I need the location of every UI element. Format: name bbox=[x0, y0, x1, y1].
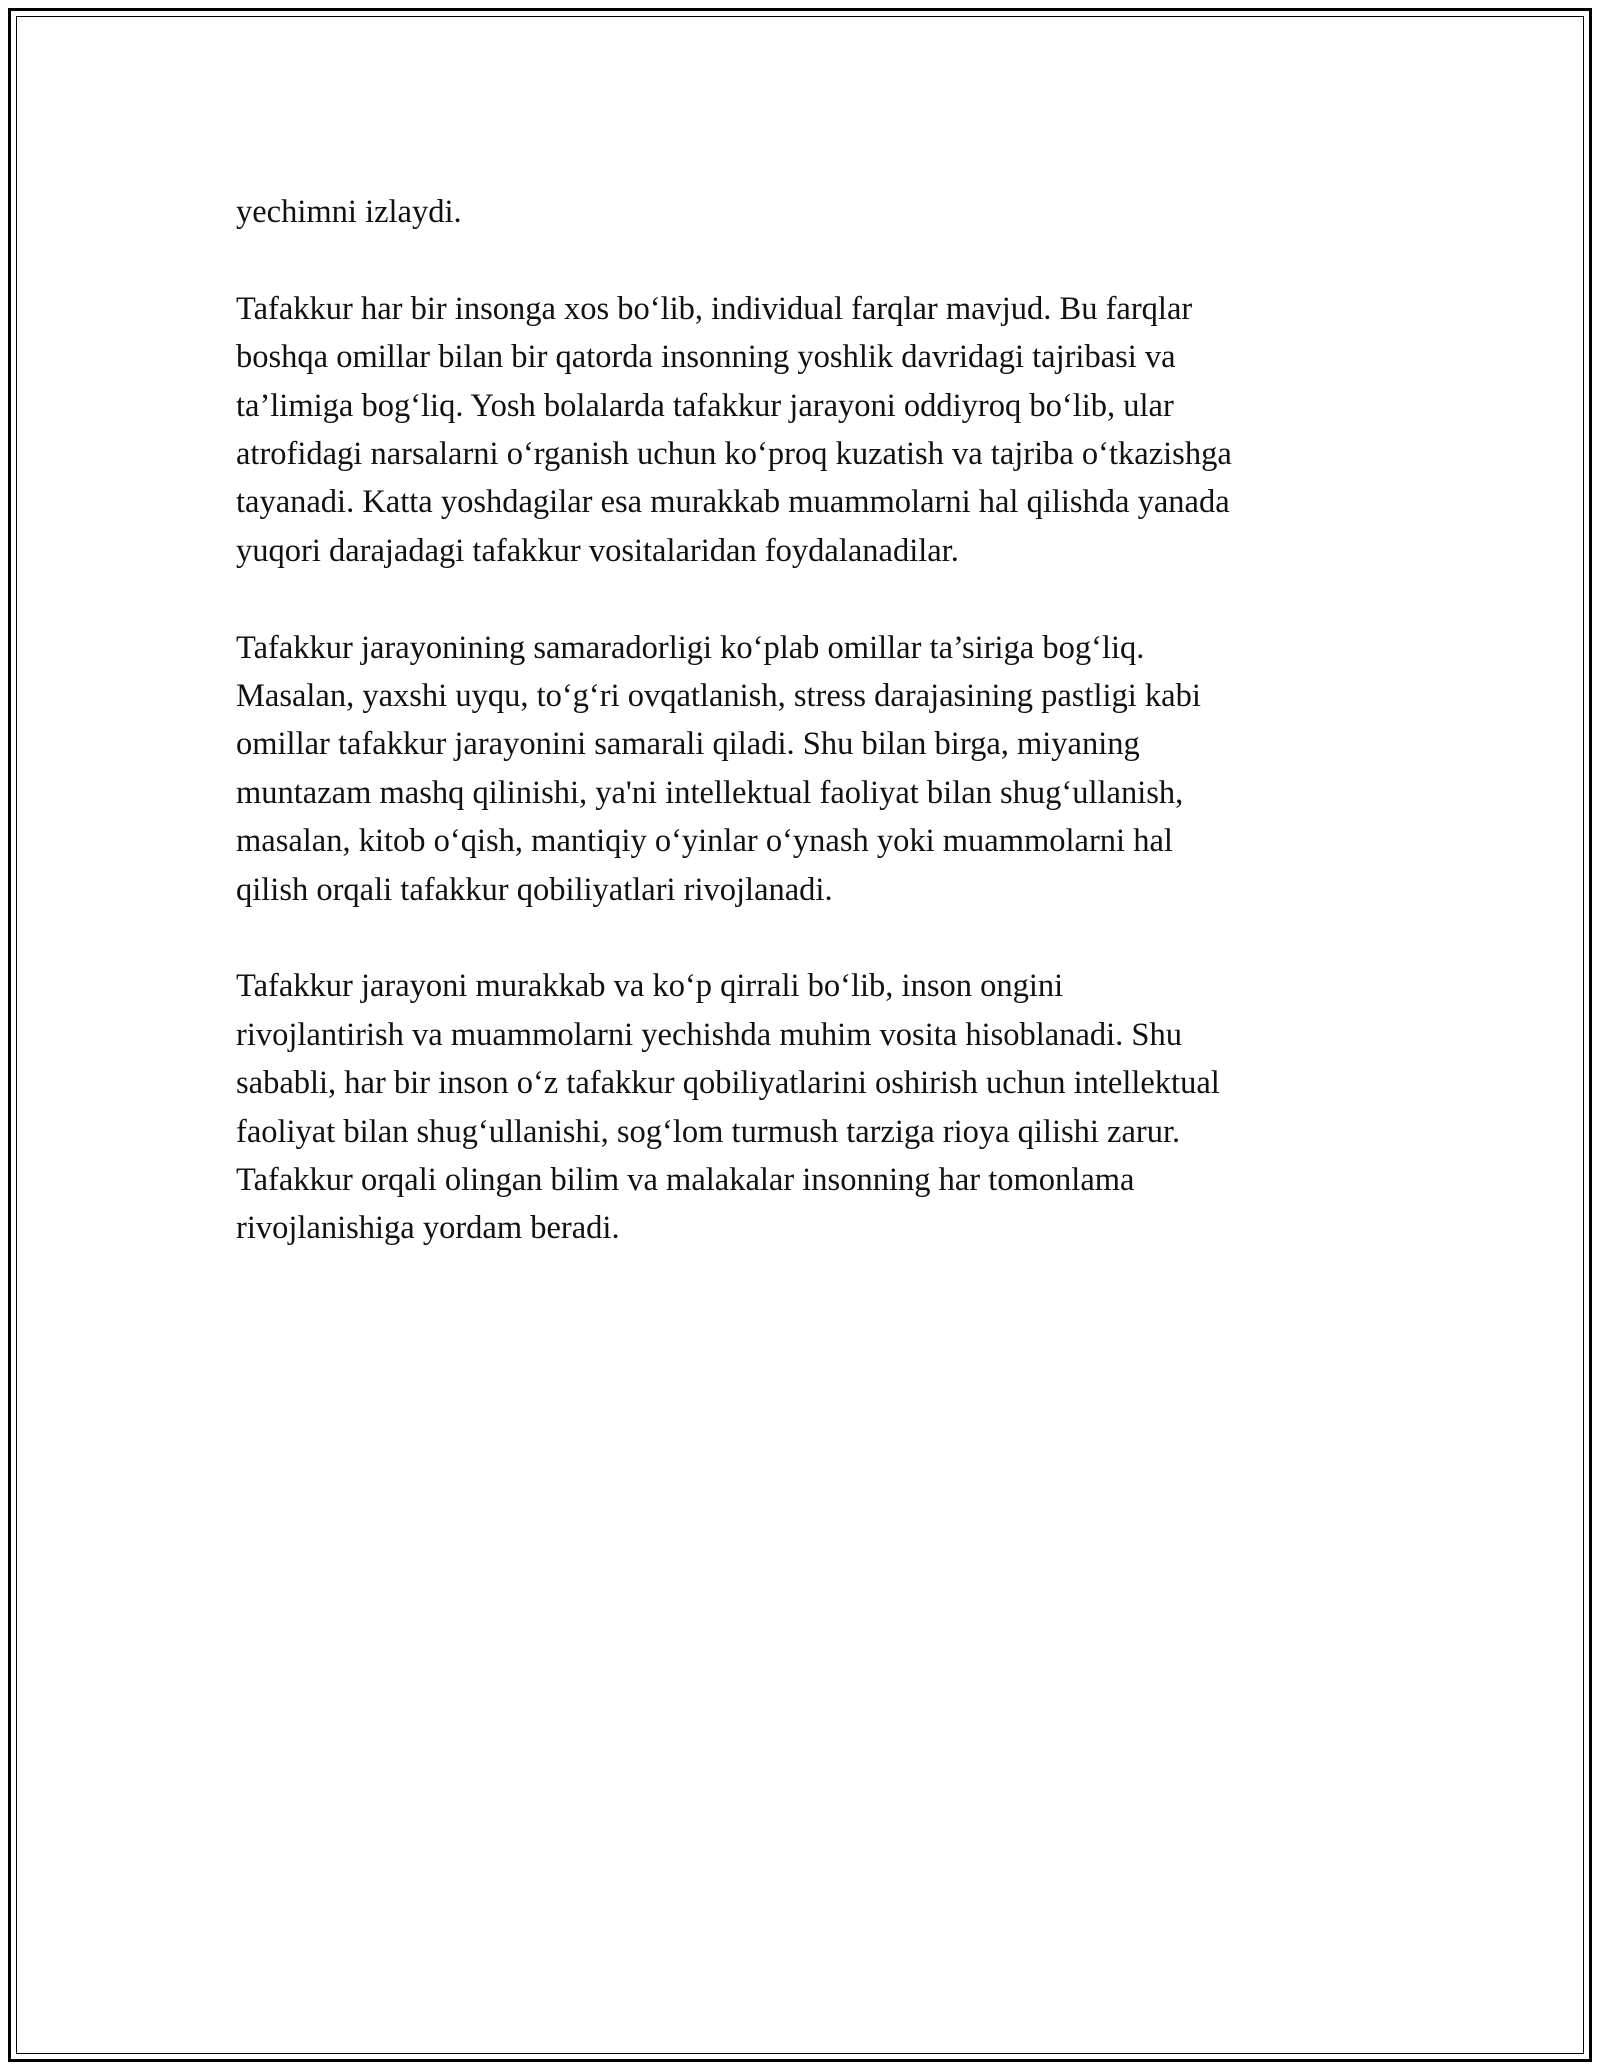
paragraph-individual-differences: Tafakkur har bir insonga xos bo‘lib, individual farqlar mavjud. Bu farqlar boshqa omillar bilan bir qatorda insonning yoshlik davridagi tajribasi va ta’limiga bog‘liq. Yosh bolalarda tafakkur jarayoni oddiyroq bo‘lib, ular atrofidagi narsalarni o‘rganish uchun ko‘proq kuzatish va tajriba o‘tkazishga tayanadi. Katta yoshdagilar esa murakkab muammolarni hal qilishda yanada yuqori darajadagi tafakkur vositalaridan foydalanadilar. bbox=[236, 290, 1232, 569]
document-body bbox=[236, 188, 1366, 1301]
paragraph-continuation: yechimni izlaydi. bbox=[236, 194, 462, 230]
paragraph-conclusion: Tafakkur jarayoni murakkab va ko‘p qirrali bo‘lib, inson ongini rivojlantirish va muammolarni yechishda muhim vosita hisoblanadi. Shu sababli, har bir inson o‘z tafakkur qobiliyatlarini oshirish uchun intellektual faoliyat bilan shug‘ullanishi, sog‘lom turmush tarziga rioya qilishi zarur. Tafakkur orqali olingan bilim va malakalar insonning har tomonlama rivojlanishiga yordam beradi. bbox=[236, 968, 1220, 1247]
paragraph-efficiency-factors: Tafakkur jarayonining samaradorligi ko‘plab omillar ta’siriga bog‘liq. Masalan, yaxshi uyqu, to‘g‘ri ovqatlanish, stress darajasining pastligi kabi omillar tafakkur jarayonini samarali qiladi. Shu bilan birga, miyaning muntazam mashq qilinishi, ya'ni intellektual faoliyat bilan shug‘ullanish, masalan, kitob o‘qish, mantiqiy o‘yinlar o‘ynash yoki muammolarni hal qilish orqali tafakkur qobiliyatlari rivojlanadi. bbox=[236, 629, 1201, 908]
